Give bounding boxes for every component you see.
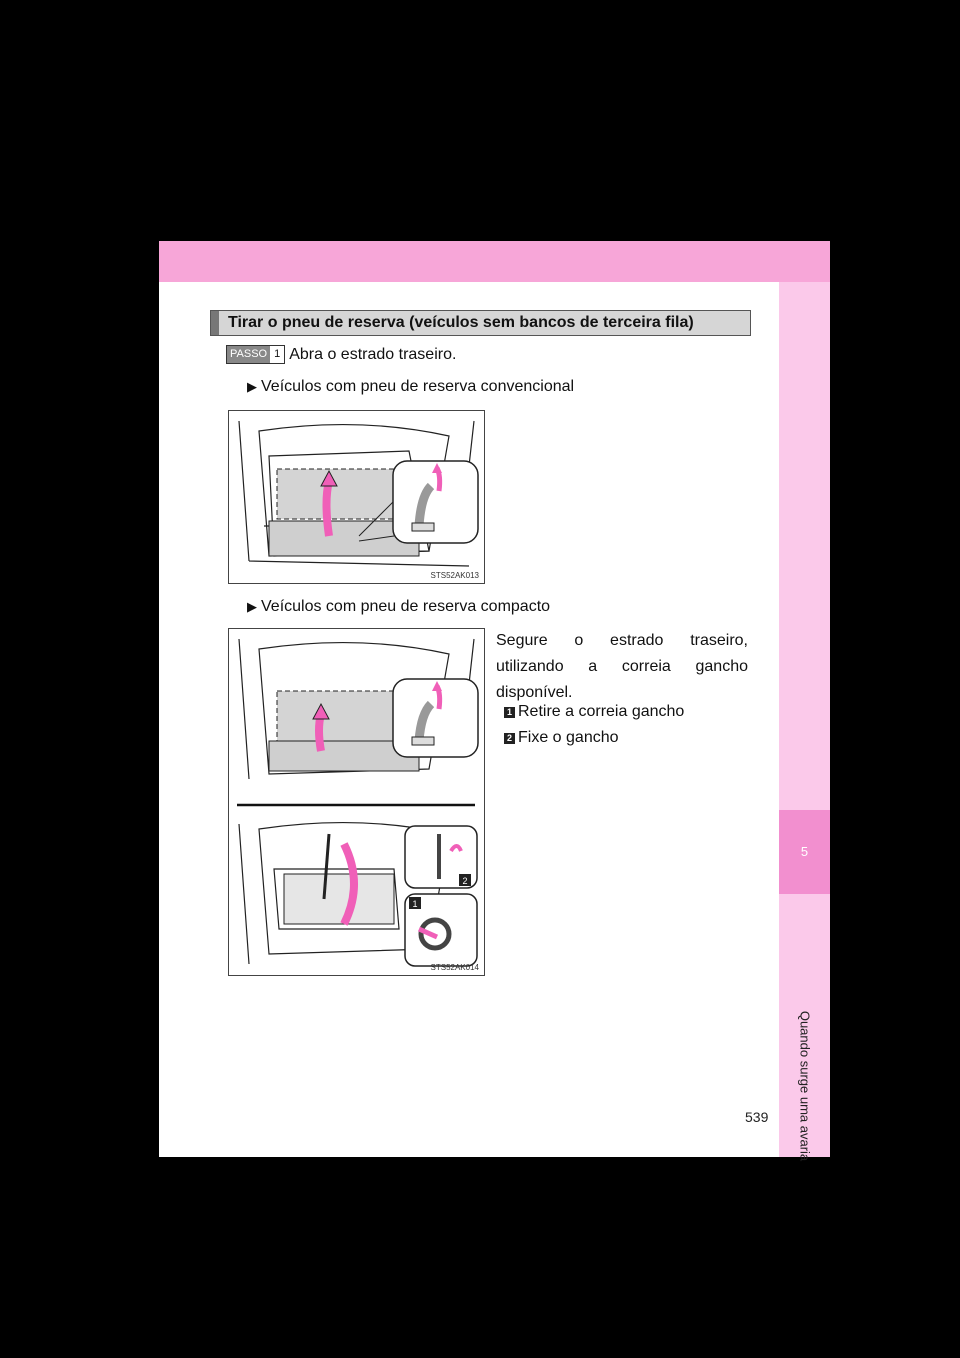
variant-compact-label xyxy=(247,598,550,616)
figure-code: STS52AK014 xyxy=(430,963,479,972)
chapter-title-text: Quando surge uma avaria xyxy=(797,1010,812,1162)
item-number-badge: 2 xyxy=(504,733,515,744)
step-1 xyxy=(226,345,456,364)
list-item xyxy=(504,729,619,747)
header-band xyxy=(159,241,830,282)
page-number: 539 xyxy=(745,1109,769,1125)
section-heading xyxy=(210,310,751,336)
bullet-triangle-icon: ▶ xyxy=(247,599,257,614)
variant-conventional-text: Veículos com pneu de reserva convencional xyxy=(261,378,575,395)
step-badge-number: 1 xyxy=(274,348,281,360)
figure-conventional xyxy=(228,410,485,584)
svg-text:2: 2 xyxy=(462,876,468,886)
section-heading-text: Tirar o pneu de reserva (veículos sem bancos de terceira fila) xyxy=(228,314,694,331)
bullet-triangle-icon: ▶ xyxy=(247,379,257,394)
list-item-text: Retire a correia gancho xyxy=(518,703,685,720)
chapter-number: 5 xyxy=(779,810,830,894)
variant-conventional-label xyxy=(247,378,574,396)
step-badge xyxy=(226,345,285,364)
svg-text:1: 1 xyxy=(412,899,418,909)
heading-bar xyxy=(211,311,219,335)
figure-compact-illustration xyxy=(229,629,484,975)
step-1-text: Abra o estrado traseiro. xyxy=(289,345,457,363)
list-item-text: Fixe o gancho xyxy=(518,729,619,746)
figure-conventional-illustration xyxy=(229,411,484,583)
manual-page xyxy=(159,241,830,1162)
item-number-badge: 1 xyxy=(504,707,515,718)
variant-compact-text: Veículos com pneu de reserva compacto xyxy=(261,598,551,615)
figure-compact xyxy=(228,628,485,976)
step-badge-label: PASSO xyxy=(227,346,270,363)
compact-instruction: Segure o estrado traseiro, utilizando a correia gancho disponível. xyxy=(496,632,748,701)
chapter-title xyxy=(782,921,827,1251)
figure-code: STS52AK013 xyxy=(430,571,479,580)
list-item xyxy=(504,703,684,721)
